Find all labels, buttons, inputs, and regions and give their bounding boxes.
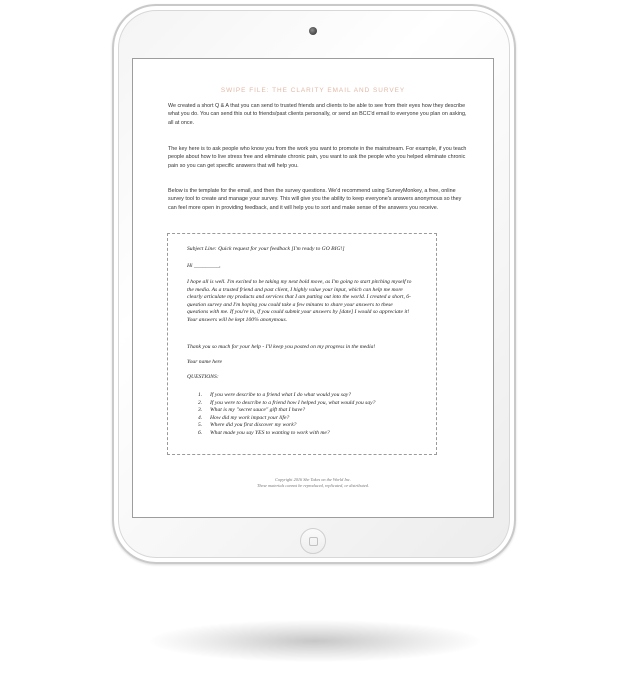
question-item: 1. If you were describe to a friend what I do what would you say? [198, 392, 352, 398]
question-item: 6. What made you say YES to wanting to work with me? [198, 429, 330, 436]
intro-paragraph: We created a short Q & A that you can send to trusted friends and clients to be able to see from their eyes how they describe what you do. You can send this out to friends/past clients personally, or send an BCC'd email to everyone you plan on asking, all at once. [168, 103, 467, 126]
document-screen [132, 58, 494, 518]
camera-icon [309, 27, 317, 35]
question-item: 3. What is my "secret sauce" gift that I have? [198, 407, 306, 414]
page-title: SWIPE FILE: THE CLARITY EMAIL AND SURVEY [220, 87, 406, 94]
email-subject: Subject Line: Quick request for your feedback [I'm ready to GO BIG!] [187, 246, 345, 252]
question-item: 4. How did my work impact your life? [198, 414, 290, 421]
email-body: I hope all is well. I'm excited to be taking my next bold move, as I'm going to start pitching myself to the media. As a trusted friend and past client, I highly value your input, which can help me more clearly articulate my products and services that I am putting out into the world. I created a short, 6-question survey and I'm hoping you could take a few minutes to share your answers to these questions with me. If you're in, if you could submit your answers by [date] I would so appreciate it! Your answers will be kept 100% anonymous. [187, 279, 412, 323]
copyright-notice [133, 477, 493, 490]
email-thanks: Thank you so much for your help - I'll keep you posted on my progress in the media! [187, 344, 376, 350]
tablet-device [112, 4, 516, 564]
questions-heading: QUESTIONS: [187, 374, 219, 380]
question-item: 5. Where did you first discover my work? [198, 422, 297, 429]
email-template-box [167, 233, 437, 455]
copyright-line: Copyright 2016 She Takes on the World Inc. [275, 477, 351, 482]
questions-list [198, 392, 375, 438]
email-greeting: Hi _________, [187, 263, 221, 269]
device-shadow [150, 620, 480, 662]
email-signature: Your name here [187, 359, 223, 365]
key-paragraph: The key here is to ask people who know you from the work you want to promote in the mainstream. For example, if you teach people about how to live stress free and eliminate chronic pain, you want to ask the people who you helped eliminate chronic pain so you can get specific answers that will help you. [168, 146, 467, 169]
copyright-disclaimer: These materials cannot be reproduced, replicated, or distributed. [257, 483, 369, 489]
template-paragraph: Below is the template for the email, and then the survey questions. We'd recommend using SurveyMonkey, a free, online survey tool to create and manage your survey. This will give you the ability to keep everyone's answers anonymous so they can feel more open in providing feedback, and it will help you to sort and make sense of the answers you receive. [168, 188, 462, 211]
home-button[interactable] [300, 528, 326, 554]
question-item: 2. If you were to describe to a friend how I helped you, what would you say? [198, 399, 376, 406]
